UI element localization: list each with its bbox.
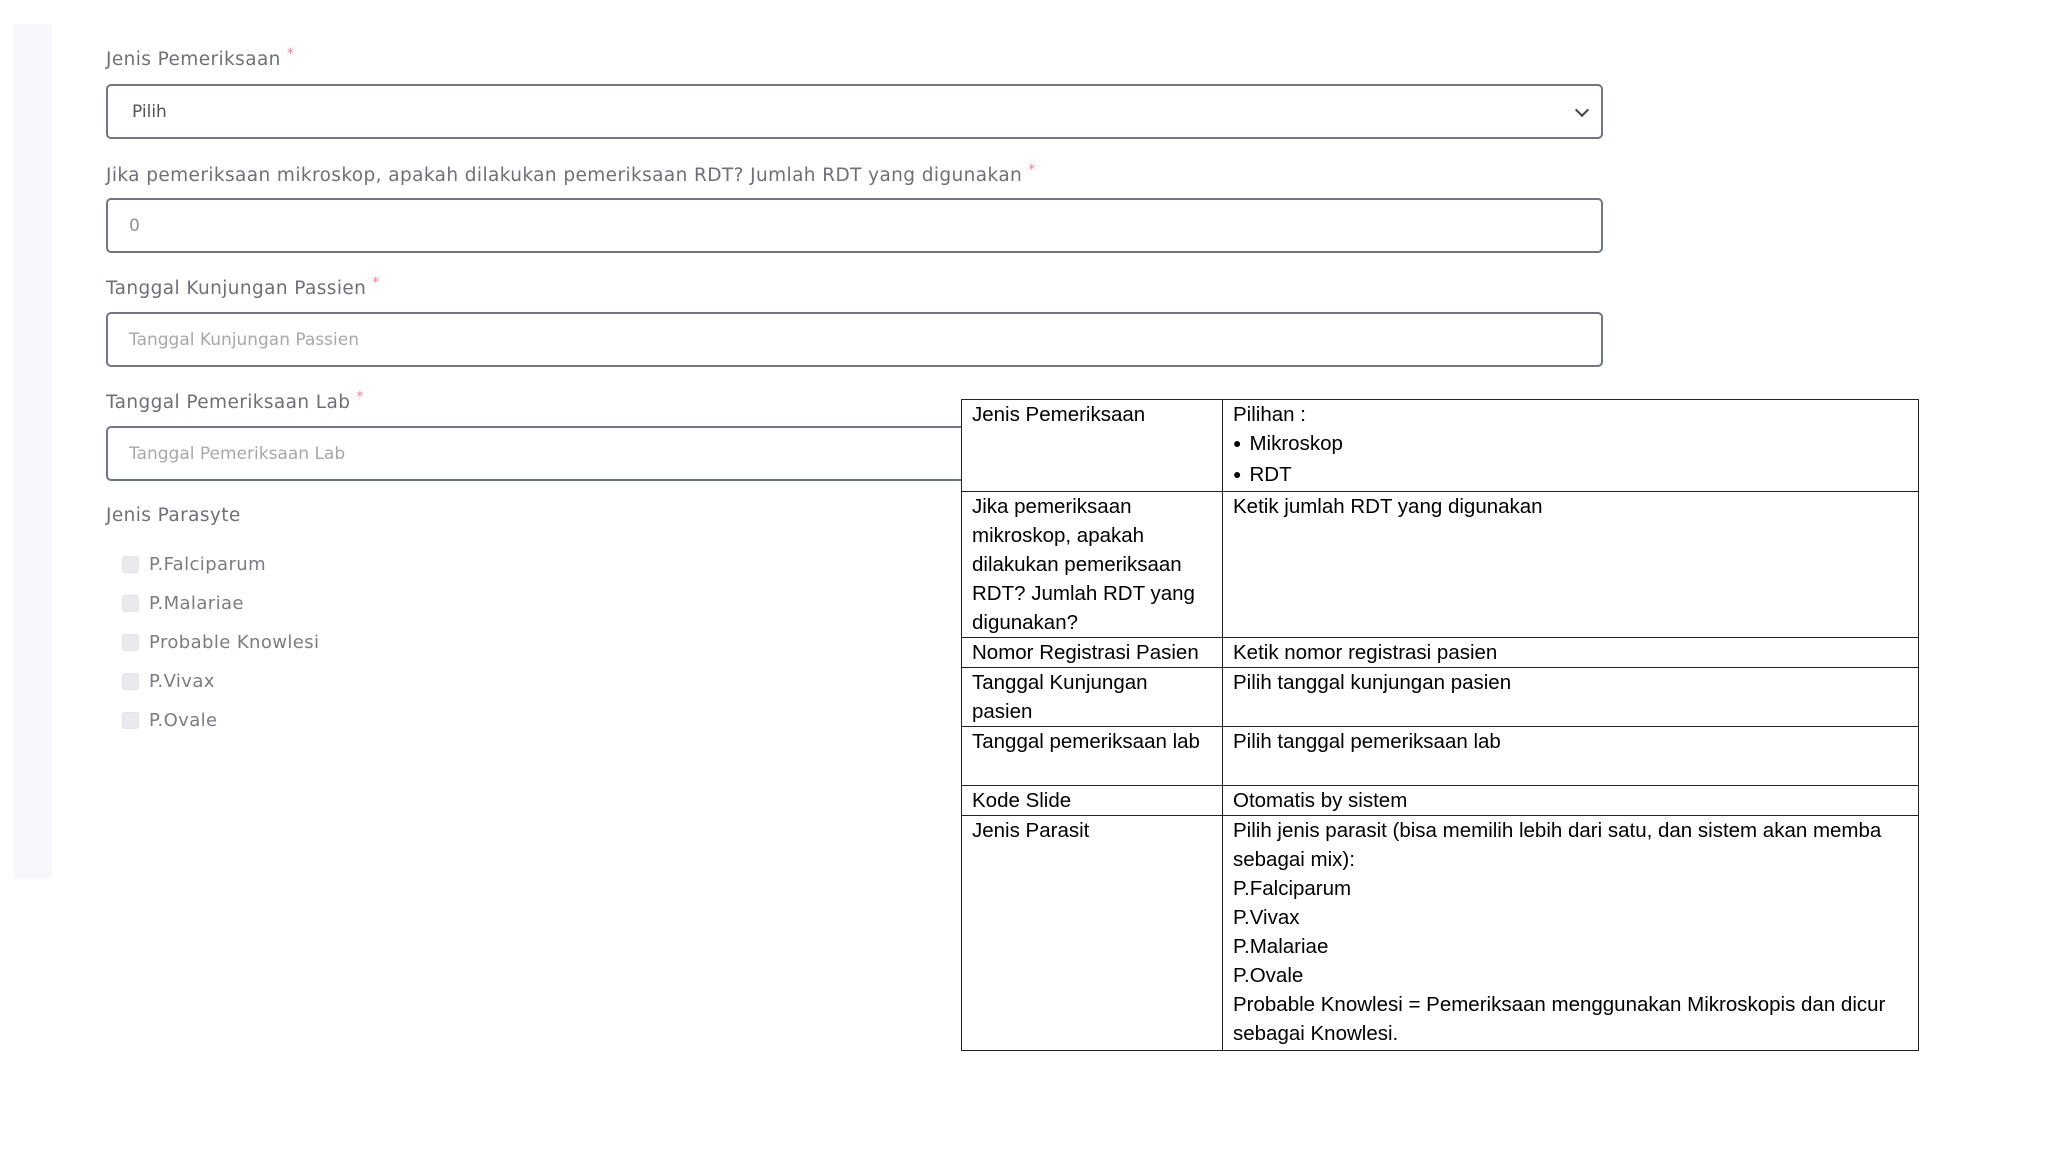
table-row [962, 816, 1919, 1051]
checkbox[interactable] [122, 595, 139, 612]
field-name-cell: Tanggal Kunjungan pasien [962, 668, 1223, 727]
description-cell: Pilih tanggal pemeriksaan lab [1223, 727, 1919, 786]
rdt-count-label [106, 162, 1036, 186]
checkbox[interactable] [122, 556, 139, 573]
table-row [962, 727, 1919, 786]
exam-type-label-text: Jenis Pemeriksaan [106, 49, 281, 70]
checkbox[interactable] [122, 673, 139, 690]
sidebar-strip [14, 24, 52, 878]
visit-date-label [106, 275, 380, 299]
rdt-count-input[interactable] [106, 198, 1603, 253]
visit-date-placeholder: Tanggal Kunjungan Passien [129, 329, 359, 350]
parasite-label: Jenis Parasyte [106, 505, 241, 526]
spec-table [961, 399, 1919, 1051]
exam-type-selected-value: Pilih [132, 101, 167, 122]
bullet-item: ● Mikroskop [1233, 429, 1908, 460]
chevron-down-icon [1575, 102, 1589, 116]
field-name-cell: Jenis Parasit [962, 816, 1223, 1051]
parasite-option[interactable] [122, 593, 244, 614]
table-row [962, 400, 1919, 492]
description-cell [1223, 400, 1919, 492]
required-marker: * [286, 46, 295, 62]
field-name-cell: Kode Slide [962, 786, 1223, 816]
exam-type-select[interactable] [106, 84, 1603, 139]
description-line: Pilih jenis parasit (bisa memilih lebih dari satu, dan sistem akan memba [1233, 819, 1882, 842]
description-text: Pilihan : [1233, 403, 1306, 426]
description-line: P.Vivax [1233, 906, 1300, 929]
rdt-count-value: 0 [129, 215, 140, 236]
parasite-option[interactable] [122, 671, 215, 692]
field-name-cell: Nomor Registrasi Pasien [962, 638, 1223, 668]
lab-date-label-text: Tanggal Pemeriksaan Lab [106, 392, 351, 413]
description-cell [1223, 816, 1919, 1051]
parasite-option-label: P.Ovale [149, 710, 218, 731]
parasite-option[interactable] [122, 632, 319, 653]
bullet-item: ● RDT [1233, 460, 1908, 491]
checkbox[interactable] [122, 712, 139, 729]
parasite-option-label: P.Falciparum [149, 554, 267, 575]
description-cell: Ketik jumlah RDT yang digunakan [1223, 492, 1919, 638]
table-row [962, 786, 1919, 816]
field-name-cell: Jika pemeriksaan mikroskop, apakah dilakukan pemeriksaan RDT? Jumlah RDT yang digunakan? [962, 492, 1223, 638]
required-marker: * [1028, 162, 1036, 178]
lab-date-label [106, 389, 364, 413]
rdt-count-label-text: Jika pemeriksaan mikroskop, apakah dilakukan pemeriksaan RDT? Jumlah RDT yang digunakan [106, 165, 1023, 186]
parasite-option-label: P.Malariae [149, 593, 244, 614]
description-line: Probable Knowlesi = Pemeriksaan menggunakan Mikroskopis dan dicur [1233, 993, 1886, 1016]
parasite-option-label: P.Vivax [149, 671, 215, 692]
description-cell: Pilih tanggal kunjungan pasien [1223, 668, 1919, 727]
description-line: P.Malariae [1233, 935, 1329, 958]
lab-date-placeholder: Tanggal Pemeriksaan Lab [129, 443, 346, 464]
description-cell: Otomatis by sistem [1223, 786, 1919, 816]
table-row [962, 492, 1919, 638]
parasite-option-label: Probable Knowlesi [149, 632, 320, 653]
required-marker: * [372, 275, 380, 291]
visit-date-label-text: Tanggal Kunjungan Passien [106, 278, 367, 299]
visit-date-input[interactable] [106, 312, 1603, 367]
parasite-option[interactable] [122, 710, 218, 731]
exam-type-label [106, 46, 295, 70]
required-marker: * [356, 389, 364, 405]
checkbox[interactable] [122, 634, 139, 651]
parasite-option[interactable] [122, 554, 266, 575]
description-line: P.Falciparum [1233, 877, 1352, 900]
table-row [962, 638, 1919, 668]
description-line: sebagai Knowlesi. [1233, 1022, 1399, 1045]
description-line: sebagai mix): [1233, 848, 1355, 871]
table-row [962, 668, 1919, 727]
description-line: P.Ovale [1233, 964, 1304, 987]
description-cell: Ketik nomor registrasi pasien [1223, 638, 1919, 668]
field-name-cell: Jenis Pemeriksaan [962, 400, 1223, 492]
field-name-cell: Tanggal pemeriksaan lab [962, 727, 1223, 786]
